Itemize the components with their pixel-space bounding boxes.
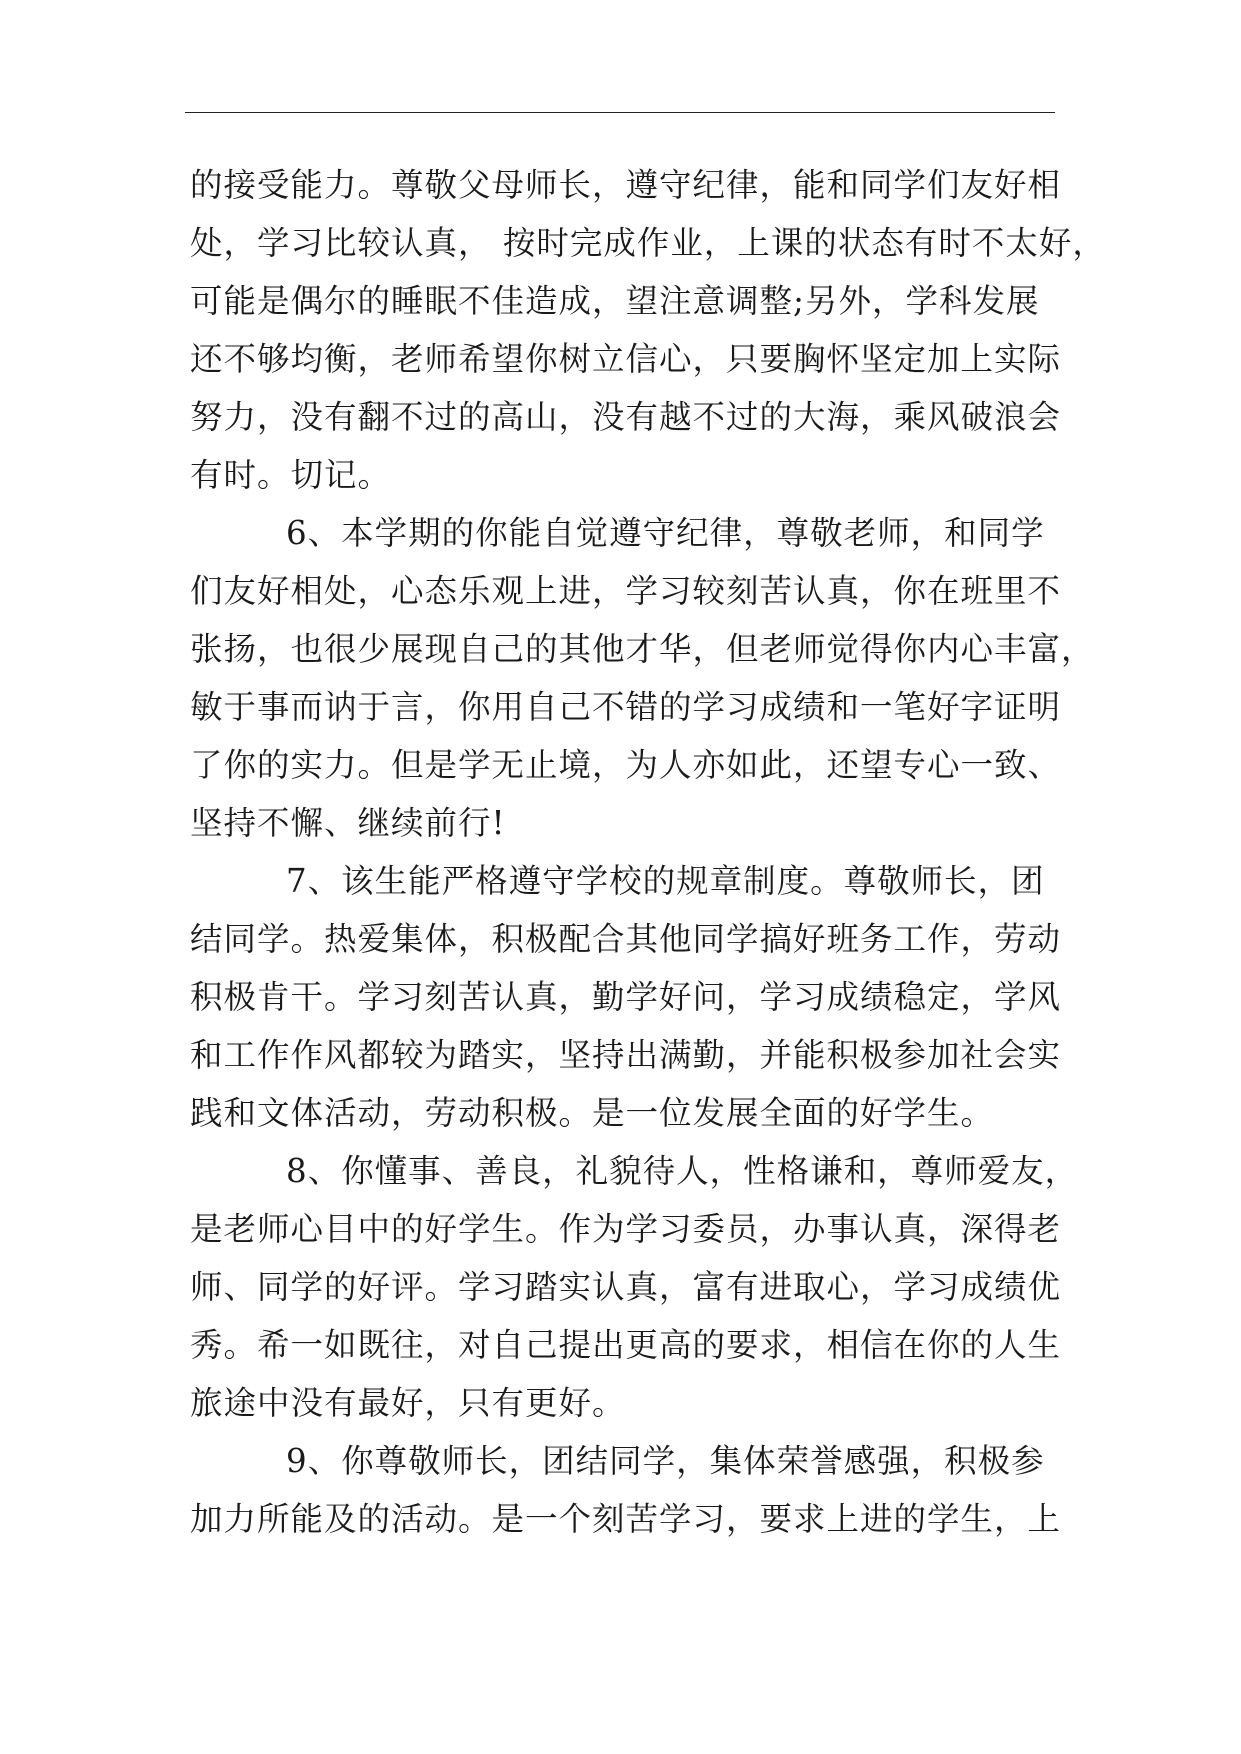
paragraph-item-6 <box>190 504 1095 852</box>
text-line: 是老师心目中的好学生。作为学习委员，办事认真，深得老 <box>190 1210 1062 1248</box>
text-line: 们友好相处，心态乐观上进，学习较刻苦认真，你在班里不 <box>190 572 1062 610</box>
header-rule <box>185 112 1055 113</box>
text-line: 努力，没有翻不过的高山，没有越不过的大海，乘风破浪会 <box>190 398 1062 436</box>
paragraph-continuation <box>190 156 1106 504</box>
text-line: 的接受能力。尊敬父母师长，遵守纪律，能和同学们友好相 <box>190 166 1062 204</box>
paragraph-item-7 <box>190 852 1060 1142</box>
text-line: 旅途中没有最好，只有更好。 <box>190 1384 626 1422</box>
text-line: 了你的实力。但是学无止境，为人亦如此，还望专心一致、 <box>190 746 1062 784</box>
document-body <box>190 156 1106 1548</box>
text-line: 加力所能及的活动。是一个刻苦学习，要求上进的学生，上 <box>190 1500 1062 1538</box>
text-line: 和工作作风都较为踏实，坚持出满勤，并能积极参加社会实 <box>190 1036 1062 1074</box>
text-line: 师、同学的好评。学习踏实认真，富有进取心，学习成绩优 <box>190 1268 1062 1306</box>
paragraph-item-8 <box>190 1142 1079 1432</box>
text-line: 8、你懂事、善良，礼貌待人，性格谦和，尊师爱友， <box>286 1152 1079 1190</box>
text-line: 积极肯干。学习刻苦认真，勤学好问，学习成绩稳定，学风 <box>190 978 1062 1016</box>
text-line: 7、该生能严格遵守学校的规章制度。尊敬师长，团 <box>286 862 1045 900</box>
text-line: 坚持不懈、继续前行! <box>190 804 506 842</box>
text-line: 处，学习比较认真， 按时完成作业，上课的状态有时不太好， <box>190 224 1106 262</box>
text-line: 张扬，也很少展现自己的其他才华，但老师觉得你内心丰富， <box>190 630 1095 668</box>
text-line: 践和文体活动，劳动积极。是一位发展全面的好学生。 <box>190 1094 995 1132</box>
text-line: 敏于事而讷于言，你用自己不错的学习成绩和一笔好字证明 <box>190 688 1062 726</box>
text-line: 6、本学期的你能自觉遵守纪律，尊敬老师，和同学 <box>286 514 1045 552</box>
text-line: 还不够均衡，老师希望你树立信心，只要胸怀坚定加上实际 <box>190 340 1062 378</box>
text-line: 结同学。热爱集体，积极配合其他同学搞好班务工作，劳动 <box>190 920 1062 958</box>
text-line: 秀。希一如既往，对自己提出更高的要求，相信在你的人生 <box>190 1326 1062 1364</box>
text-line: 可能是偶尔的睡眠不佳造成，望注意调整;另外，学科发展 <box>190 282 1040 320</box>
text-line: 9、你尊敬师长，团结同学，集体荣誉感强，积极参 <box>286 1442 1045 1480</box>
text-line: 有时。切记。 <box>190 456 392 494</box>
paragraph-item-9 <box>190 1432 1060 1548</box>
